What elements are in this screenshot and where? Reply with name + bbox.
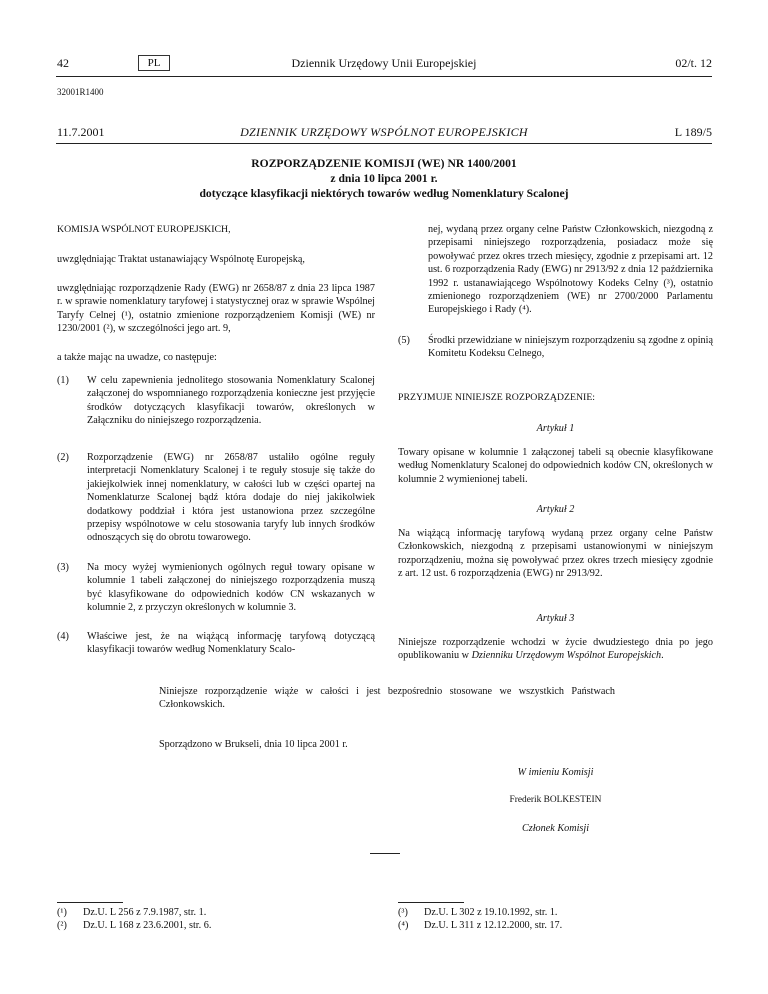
recital-text: Rozporządzenie (EWG) nr 2658/87 ustaliło ogólne reguły interpretacji Nomenklatury Scalonej i te reguły stosuje się także do jakiejkolwiek innej nomenklatury, w całości lub w części opartej na Nomenklaturze Scalonej bądź która dodaje do niej jakikolwiek dodatkowy poddział i która jest ustanowiona przez szczególne przepisy wspólnotowe w celu stosowania taryfy lub innych środków odnoszących się do obrotu towarowego.: [87, 452, 375, 544]
footnote-1: [57, 906, 207, 919]
recital-number: (2): [57, 452, 69, 463]
footnote-mark: (¹): [57, 907, 67, 918]
header-rule: [56, 76, 712, 77]
recital-text: W celu zapewnienia jednolitego stosowania Nomenklatury Scalonej załączonej do wspomnianego rozporządzenia konieczne jest przyjęcie środków dotyczących klasyfikacji towarów, określonych w Załączniku do niniejszego rozporządzenia.: [87, 375, 375, 427]
footnote-2: [57, 919, 212, 932]
article-3-text-start: Niniejsze rozporządzenie wchodzi w życie dwudziestego dnia po jego opublikowaniu w: [398, 637, 713, 662]
recital-text: Na mocy wyżej wymienionych ogólnych reguł towary opisane w kolumnie 1 tabeli załączonej do niniejszego rozporządzenia muszą być klasyfikowane do odpowiednich kodów CN wskazanych w kolumnie 2, z przyczyn określonych w kolumnie 3.: [87, 562, 375, 614]
footnote-mark: (⁴): [398, 920, 409, 931]
recital-number: (3): [57, 562, 69, 573]
subheader-rule: [56, 143, 712, 144]
signatory-role: Członek Komisji: [521, 823, 590, 834]
adoption-formula: PRZYJMUJE NINIEJSZE ROZPORZĄDZENIE:: [398, 392, 596, 403]
footnote-rule-right: [398, 902, 464, 903]
recital-4-continued: nej, wydaną przez organy celne Państw Członkowskich, niezgodną z przepisami niniejszego rozporządzenia, posiadacz może się powoływać przez okres trzech miesięcy, zgodnie z przepisami art. 12 ust. 6 rozporządzenia Rady (EWG) nr 2913/92 z dnia 12 października 1992 r. ustanawiającego Wspólnotowy Kodeks Celny (³), ostatnio zmienionego rozporządzeniem (WE) nr 2700/2000 Parlamentu Europejskiego i Rady (⁴).: [428, 224, 713, 316]
article-1-heading: Artykuł 1: [536, 423, 575, 434]
journal-title: Dziennik Urzędowy Unii Europejskiej: [291, 56, 477, 70]
footnote-mark: (³): [398, 907, 408, 918]
recital-number: (5): [398, 335, 410, 346]
article-2-text: Na wiążącą informację taryfową wydaną przez organy celne Państw Członkowskich, niezgodną z przepisami ustanowionymi w niniejszym rozporządzeniu, można się powoływać przez okres trzech miesięcy zgodnie z art. 12 ust. 6 rozporządzenia (EWG) nr 2913/92.: [398, 528, 713, 580]
footnote-text: Dz.U. L 168 z 23.6.2001, str. 6.: [83, 920, 212, 931]
edition-label: 02/t. 12: [675, 56, 712, 70]
article-1-text: Towary opisane w kolumnie 1 załączonej tabeli są obecnie klasyfikowane według Nomenklatury Scalonej do odpowiednich kodów CN, określonych w kolumnie 2 wymienionej tabeli.: [398, 447, 713, 485]
footnote-text: Dz.U. L 311 z 12.12.2000, str. 17.: [424, 920, 563, 931]
recital-intro: a także mając na uwadze, co następuje:: [57, 352, 217, 363]
official-journal-ref: L 189/5: [674, 125, 712, 139]
footnote-mark: (²): [57, 920, 67, 931]
article-2-heading: Artykuł 2: [536, 504, 575, 515]
footnote-4: [398, 919, 563, 932]
closing-rule: [370, 853, 400, 854]
signature-behalf: W imieniu Komisji: [517, 767, 594, 778]
journal-citation: Dzienniku Urzędowym Wspólnot Europejskich: [471, 650, 662, 662]
recital-treaty: uwzględniając Traktat ustanawiający Wspólnotę Europejską,: [57, 254, 305, 265]
regulation-date: z dnia 10 lipca 2001 r.: [330, 172, 438, 185]
footnote-text: Dz.U. L 256 z 7.9.1987, str. 1.: [83, 907, 207, 918]
footnote-text: Dz.U. L 302 z 19.10.1992, str. 1.: [424, 907, 558, 918]
regulation-title: ROZPORZĄDZENIE KOMISJI (WE) NR 1400/2001: [251, 157, 517, 170]
footnote-rule-left: [57, 902, 123, 903]
page-number: 42: [57, 56, 69, 70]
article-3-text-end: .: [661, 650, 664, 662]
recital-number: (1): [57, 375, 69, 386]
celex-number: 32001R1400: [57, 87, 104, 97]
language-badge: PL: [138, 55, 170, 71]
publication-date: 11.7.2001: [57, 125, 105, 139]
regulation-subject: dotyczące klasyfikacji niektórych towarów według Nomenklatury Scalonej: [199, 187, 569, 200]
place-date: Sporządzono w Brukseli, dnia 10 lipca 2001 r.: [159, 739, 348, 750]
binding-clause: Niniejsze rozporządzenie wiąże w całości i jest bezpośrednio stosowane we wszystkich Państwach Członkowskich.: [159, 686, 615, 711]
subheader-journal: DZIENNIK URZĘDOWY WSPÓLNOT EUROPEJSKICH: [240, 125, 528, 139]
signatory-name: Frederik BOLKESTEIN: [509, 795, 602, 805]
article-3-text: [398, 636, 713, 663]
recital-text: Właściwe jest, że na wiążącą informację taryfową dotyczącą klasyfikacji towarów według Nomenklatury Scalo-: [87, 631, 375, 656]
recital-number: (4): [57, 631, 69, 642]
recital-regulation: uwzględniając rozporządzenie Rady (EWG) nr 2658/87 z dnia 23 lipca 1987 r. w sprawie nomenklatury taryfowej i statystycznej oraz w sprawie Wspólnej Taryfy Celnej (¹), ostatnio zmienione rozporządzeniem Komisji (WE) nr 1230/2001 (²), w szczególności jego art. 9,: [57, 283, 375, 335]
recital-text: Środki przewidziane w niniejszym rozporządzeniu są zgodne z opinią Komitetu Kodeksu Celnego,: [428, 335, 713, 360]
footnote-3: [398, 906, 558, 919]
institution-name: KOMISJA WSPÓLNOT EUROPEJSKICH,: [57, 224, 231, 235]
article-3-heading: Artykuł 3: [536, 613, 575, 624]
